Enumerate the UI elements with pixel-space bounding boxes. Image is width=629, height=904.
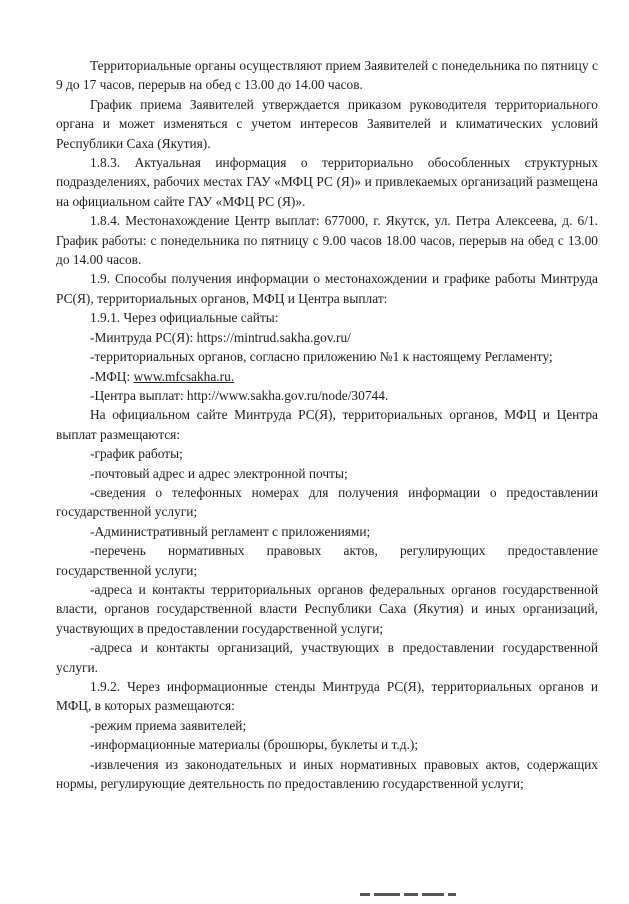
list-item-mfc-site — [56, 367, 598, 386]
list-item-territorial-sites: -территориальных органов, согласно приложению №1 к настоящему Регламенту; — [90, 349, 553, 365]
paragraph-1-9: 1.9. Способы получения информации о местонахождении и графике работы Минтруда РС(Я), территориальных органов, МФЦ и Центра выплат: — [56, 271, 598, 306]
list-item-work-schedule: -график работы; — [90, 446, 183, 462]
paragraph-reception-hours: Территориальные органы осуществляют прием Заявителей с понедельника по пятницу с 9 до 17 часов, перерыв на обед с 13.00 до 14.00 часов. — [56, 58, 598, 93]
list-item-regulation: -Административный регламент с приложениями; — [90, 523, 371, 539]
list-item-federal-contacts: -адреса и контакты территориальных органов федеральных органов государственной власти, органов государственной власти Республики Саха (Якутия) и иных организаций, участвующих в предоставлении государственной услуги; — [56, 581, 598, 636]
paragraph-1-9-1: 1.9.1. Через официальные сайты: — [90, 310, 279, 326]
list-item-mintrud-site: -Минтруда РС(Я): https://mintrud.sakha.gov.ru/ — [90, 329, 351, 345]
paragraph-published-info: На официальном сайте Минтруда РС(Я), территориальных органов, МФЦ и Центра выплат размещаются: — [56, 407, 598, 442]
mfc-link[interactable]: www.mfcsakha.ru. — [133, 368, 235, 384]
list-item-organization-contacts: -адреса и контакты организаций, участвующих в предоставлении государственной услуги. — [56, 640, 598, 675]
list-item-payment-center-site: -Центра выплат: http://www.sakha.gov.ru/node/30744. — [90, 387, 389, 403]
list-item-reception-mode: -режим приема заявителей; — [90, 717, 247, 733]
list-item-legal-extracts: -извлечения из законодательных и иных нормативных правовых актов, содержащих нормы, регулирующие деятельность по предоставлению государственной услуги; — [56, 756, 598, 792]
mfc-label: -МФЦ: — [90, 368, 134, 384]
list-item-postal-address: -почтовый адрес и адрес электронной почты; — [90, 465, 348, 481]
paragraph-1-8-3: 1.8.3. Актуальная информация о территориально обособленных структурных подразделениях, рабочих местах ГАУ «МФЦ РС (Я)» и привлекаемых организаций размещена на официальном сайте ГАУ «МФЦ РС (Я)». — [56, 155, 598, 209]
list-item-phone-info: -сведения о телефонных номерах для получения информации о предоставлении государственной услуги; — [56, 484, 598, 520]
paragraph-reception-schedule: График приема Заявителей утверждается приказом руководителя территориального органа и может изменяться с учетом интересов Заявителей и климатических условий Республики Саха (Якутия). — [56, 96, 598, 151]
document-page — [56, 56, 598, 793]
paragraph-1-9-2: 1.9.2. Через информационные стенды Минтруда РС(Я), территориальных органов и МФЦ, в которых размещаются: — [56, 679, 598, 714]
paragraph-1-8-4: 1.8.4. Местонахождение Центр выплат: 677000, г. Якутск, ул. Петра Алексеева, д. 6/1. График работы: с понедельника по пятницу с 9.00 часов 18.00 часов, перерыв на обед с 13.00 до 14.00 часов. — [56, 213, 598, 268]
footer-scan-mark — [360, 893, 500, 899]
list-item-legal-acts: -перечень нормативных правовых актов, регулирующих предоставление государственной услуги; — [56, 543, 598, 578]
list-item-info-materials: -информационные материалы (брошюры, буклеты и т.д.); — [90, 737, 419, 753]
